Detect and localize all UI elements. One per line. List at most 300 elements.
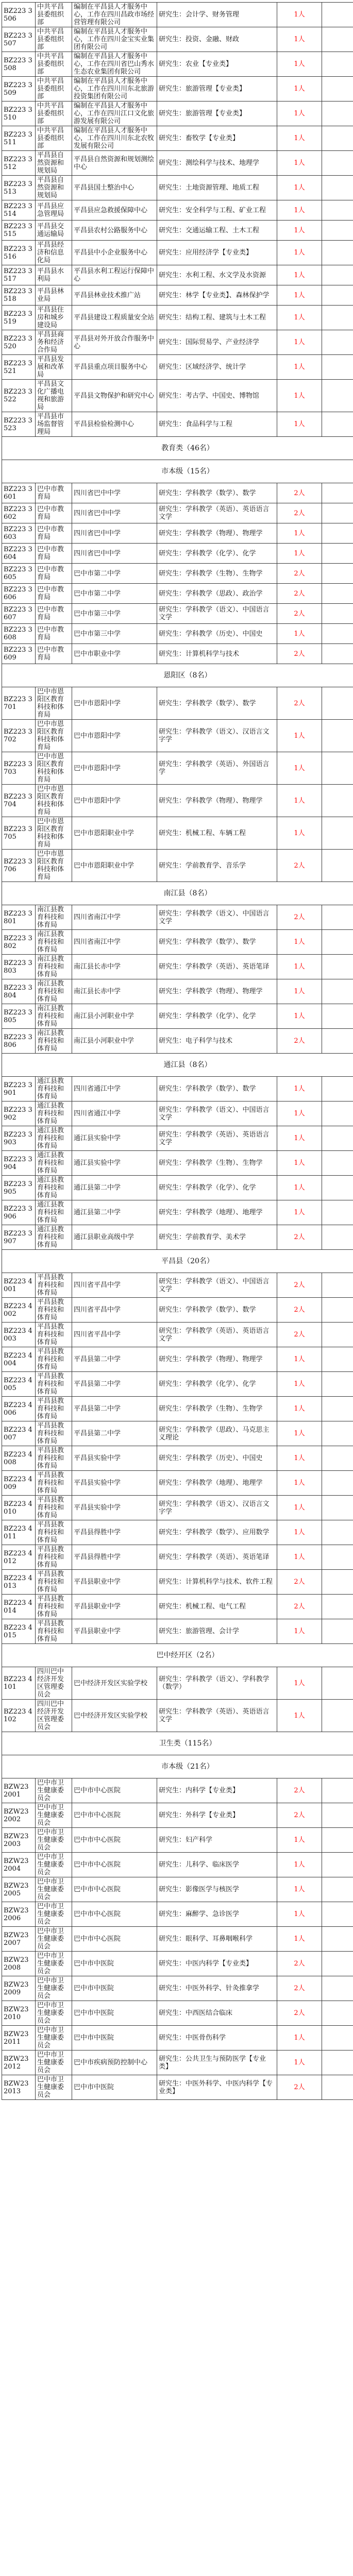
requirements-cell: 研究生：林学【专业类】、森林保护学 [157,285,277,306]
headcount-cell: 1人 [277,3,322,27]
position-code-cell: BZ223 3701 [2,687,36,720]
remarks-cell [322,412,353,437]
requirements-cell: 研究生：投资、金融、财政 [157,27,277,52]
employer-unit-cell: 通江县职业高级中学 [72,1225,157,1250]
table-row [2,1446,353,1471]
requirements-cell: 研究生：学科教学（语文）、中国语言文学 [157,604,277,624]
remarks-cell [322,1225,353,1250]
employer-unit-cell: 平昌县职业中学 [72,1595,157,1619]
remarks-cell [322,979,353,1004]
position-code-cell: BZ223 3704 [2,785,36,817]
requirements-cell: 研究生：学科教学（英语）、英语语言文学 [157,1323,277,1347]
remarks-cell [322,355,353,380]
remarks-cell [322,564,353,584]
requirements-cell: 研究生：食品科学与工程 [157,412,277,437]
remarks-cell [322,1952,353,1976]
requirements-cell: 研究生：安全科学与工程、矿业工程 [157,200,277,221]
requirements-cell: 研究生：学科教学（思政）、马克思主义理论 [157,1421,277,1446]
headcount-cell: 1人 [277,2050,322,2075]
headcount-cell: 1人 [277,77,322,101]
position-code-cell: BZ223 3512 [2,151,36,176]
remarks-cell [322,1471,353,1496]
department-cell: 中共平昌县委组织部 [36,27,72,52]
requirements-cell: 研究生：中医外科学、中医内科学【专业类】 [157,2075,277,2100]
headcount-cell: 2人 [277,2001,322,2026]
department-cell: 四川巴中经济开发区管理委员会 [36,1667,72,1700]
remarks-cell [322,1151,353,1176]
table-row [2,1619,353,1644]
position-code-cell: BZ223 3514 [2,200,36,221]
requirements-cell: 研究生：学科教学（地理）、地理学 [157,1200,277,1225]
table-row [2,850,353,882]
headcount-cell: 2人 [277,1570,322,1595]
position-code-cell: BZ223 3802 [2,930,36,955]
requirements-cell: 研究生：麻醉学、急诊医学 [157,1902,277,1927]
table-row [2,1176,353,1200]
remarks-cell [322,850,353,882]
requirements-cell: 研究生：学科教学（数学）、数学 [157,1077,277,1101]
position-code-cell: BZ223 4009 [2,1471,36,1496]
requirements-cell: 研究生：学科教学（化学）、化学 [157,1372,277,1397]
headcount-cell: 1人 [277,52,322,77]
table-row [2,221,353,241]
table-row [2,1298,353,1323]
position-code-cell: BZW23 2003 [2,1828,36,1853]
remarks-cell [322,27,353,52]
position-code-cell: BZ223 3609 [2,644,36,664]
table-row [2,624,353,644]
department-cell: 巴中市卫生健康委员会 [36,2050,72,2075]
position-code-cell: BZ223 3519 [2,306,36,330]
position-code-cell: BZ223 3607 [2,604,36,624]
headcount-cell: 1人 [277,1446,322,1471]
requirements-cell: 研究生：儿科学、临床医学 [157,1853,277,1877]
headcount-cell: 2人 [277,850,322,882]
employer-unit-cell: 平昌县实验中学 [72,1496,157,1520]
remarks-cell [322,1176,353,1200]
headcount-cell: 1人 [277,817,322,850]
department-cell: 中共平昌县委组织部 [36,77,72,101]
employer-unit-cell: 平昌县职业中学 [72,1570,157,1595]
headcount-cell: 1人 [277,380,322,412]
headcount-cell: 1人 [277,523,322,544]
employer-unit-cell: 巴中市中医院 [72,1952,157,1976]
headcount-cell: 1人 [277,1421,322,1446]
remarks-cell [322,1976,353,2001]
requirements-cell: 研究生：畜牧学【专业类】 [157,126,277,151]
headcount-cell: 1人 [277,1927,322,1952]
department-cell: 巴中市恩阳区教育科技和体育局 [36,785,72,817]
table-row [2,979,353,1004]
position-code-cell: BZ223 4011 [2,1520,36,1545]
position-code-cell: BZ223 4015 [2,1619,36,1644]
table-row [2,200,353,221]
remarks-cell [322,1421,353,1446]
department-cell: 平昌县教育科技和体育局 [36,1545,72,1570]
position-code-cell: BZ223 4002 [2,1298,36,1323]
remarks-cell [322,720,353,752]
requirements-cell: 研究生：学科教学（英语）、外国语言学 [157,752,277,785]
department-cell: 平昌县住房和城乡建设局 [36,306,72,330]
table-row [2,306,353,330]
headcount-cell: 1人 [277,306,322,330]
remarks-cell [322,1446,353,1471]
department-cell: 南江县教育科技和体育局 [36,930,72,955]
headcount-cell: 1人 [277,1101,322,1126]
table-row [2,1700,353,1732]
employer-unit-cell: 四川省南江中学 [72,930,157,955]
table-row [2,1225,353,1250]
remarks-cell [322,1619,353,1644]
requirements-cell: 研究生：机械工程、电气工程 [157,1595,277,1619]
position-code-cell: BZ223 3907 [2,1225,36,1250]
headcount-cell: 2人 [277,687,322,720]
remarks-cell [322,1323,353,1347]
department-cell: 中共平昌县委组织部 [36,101,72,126]
employer-unit-cell: 巴中市第三中学 [72,624,157,644]
section-heading-row [2,460,353,483]
position-code-cell: BZ223 3806 [2,1029,36,1054]
position-code-cell: BZ223 3901 [2,1077,36,1101]
table-row [2,176,353,200]
requirements-cell: 研究生：农业【专业类】 [157,52,277,77]
remarks-cell [322,905,353,930]
table-row [2,930,353,955]
section-heading-row [2,437,353,460]
section-heading-row [2,1732,353,1755]
department-cell: 平昌县市场监督管理局 [36,412,72,437]
section-heading: 南江县（8名） [2,882,353,905]
headcount-cell: 1人 [277,2026,322,2050]
department-cell: 巴中市卫生健康委员会 [36,1853,72,1877]
recruitment-table [2,2,353,2100]
table-row [2,1952,353,1976]
table-row [2,1323,353,1347]
position-code-cell: BZ223 3905 [2,1176,36,1200]
requirements-cell: 研究生：学科教学（生物）、生物学 [157,1151,277,1176]
table-row [2,1273,353,1298]
department-cell: 南江县教育科技和体育局 [36,979,72,1004]
remarks-cell [322,3,353,27]
headcount-cell: 2人 [277,2075,322,2100]
department-cell: 巴中市卫生健康委员会 [36,1902,72,1927]
employer-unit-cell: 平昌县第二中学 [72,1372,157,1397]
position-code-cell: BZ223 4013 [2,1570,36,1595]
remarks-cell [322,1004,353,1029]
remarks-cell [322,241,353,265]
employer-unit-cell: 巴中市中心医院 [72,1803,157,1828]
headcount-cell: 2人 [277,1323,322,1347]
employer-unit-cell: 通江县实验中学 [72,1126,157,1151]
remarks-cell [322,1520,353,1545]
remarks-cell [322,2026,353,2050]
headcount-cell: 1人 [277,1619,322,1644]
remarks-cell [322,624,353,644]
position-code-cell: BZW23 2009 [2,1976,36,2001]
remarks-cell [322,1778,353,1803]
requirements-cell: 研究生：学科教学（数学）、数学 [157,483,277,503]
position-code-cell: BZ223 4008 [2,1446,36,1471]
headcount-cell: 2人 [277,1803,322,1828]
department-cell: 平昌县交通运输局 [36,221,72,241]
position-code-cell: BZ223 4005 [2,1372,36,1397]
table-row [2,1595,353,1619]
headcount-cell: 2人 [277,564,322,584]
requirements-cell: 研究生：学科教学（语文）、中国语言文学 [157,1273,277,1298]
table-row [2,1828,353,1853]
headcount-cell: 1人 [277,1004,322,1029]
section-heading: 市本级（15名） [2,460,353,483]
employer-unit-cell: 平昌县建设工程质量安全站 [72,306,157,330]
employer-unit-cell: 平昌县自然资源和规划测绘中心 [72,151,157,176]
headcount-cell: 1人 [277,1347,322,1372]
headcount-cell: 1人 [277,1200,322,1225]
employer-unit-cell: 编制在平昌县人才服务中心，工作在四川江口文化旅游发展有限公司 [72,101,157,126]
department-cell: 巴中市卫生健康委员会 [36,1877,72,1902]
position-code-cell: BZW23 2012 [2,2050,36,2075]
headcount-cell: 1人 [277,1667,322,1700]
requirements-cell: 研究生：学科教学（语文）、中国语言文学 [157,1101,277,1126]
remarks-cell [322,1397,353,1421]
employer-unit-cell: 平昌县文物保护和研究中心 [72,380,157,412]
department-cell: 平昌县教育科技和体育局 [36,1595,72,1619]
remarks-cell [322,1101,353,1126]
remarks-cell [322,221,353,241]
requirements-cell: 研究生：交通运输工程、土木工程 [157,221,277,241]
remarks-cell [322,1372,353,1397]
table-row [2,687,353,720]
table-row [2,604,353,624]
headcount-cell: 1人 [277,1372,322,1397]
requirements-cell: 研究生：中医骨伤科学 [157,2026,277,2050]
headcount-cell: 2人 [277,1029,322,1054]
requirements-cell: 研究生：学科教学（化学）、化学 [157,1176,277,1200]
table-row [2,523,353,544]
requirements-cell: 研究生：学科教学（物理）、物理学 [157,979,277,1004]
department-cell: 平昌县商务和经济合作局 [36,330,72,355]
headcount-cell: 1人 [277,355,322,380]
table-row [2,503,353,523]
department-cell: 巴中市教育局 [36,523,72,544]
department-cell: 通江县教育科技和体育局 [36,1225,72,1250]
headcount-cell: 1人 [277,1700,322,1732]
section-heading-row [2,1755,353,1778]
headcount-cell: 1人 [277,412,322,437]
table-row [2,3,353,27]
headcount-cell: 1人 [277,979,322,1004]
department-cell: 平昌县教育科技和体育局 [36,1372,72,1397]
department-cell: 巴中市卫生健康委员会 [36,1976,72,2001]
headcount-cell: 1人 [277,1471,322,1496]
headcount-cell: 1人 [277,221,322,241]
headcount-cell: 2人 [277,1595,322,1619]
table-row [2,1778,353,1803]
requirements-cell: 研究生：学科教学（化学）、化学 [157,544,277,564]
position-code-cell: BZW23 2010 [2,2001,36,2026]
remarks-cell [322,265,353,285]
headcount-cell: 1人 [277,785,322,817]
table-row [2,1151,353,1176]
section-heading: 教育类（46名） [2,437,353,460]
requirements-cell: 研究生：内科学【专业类】 [157,1778,277,1803]
department-cell: 平昌县教育科技和体育局 [36,1397,72,1421]
department-cell: 通江县教育科技和体育局 [36,1101,72,1126]
table-row [2,1077,353,1101]
requirements-cell: 研究生：学科教学（数学）、数学 [157,1298,277,1323]
employer-unit-cell: 巴中市中心医院 [72,1828,157,1853]
remarks-cell [322,2001,353,2026]
employer-unit-cell: 南江县长赤中学 [72,979,157,1004]
position-code-cell: BZ223 4012 [2,1545,36,1570]
requirements-cell: 研究生：学科教学（数学）、数学 [157,687,277,720]
table-row [2,1927,353,1952]
remarks-cell [322,77,353,101]
remarks-cell [322,817,353,850]
department-cell: 通江县教育科技和体育局 [36,1151,72,1176]
table-row [2,151,353,176]
position-code-cell: BZ223 3604 [2,544,36,564]
remarks-cell [322,2050,353,2075]
department-cell: 巴中市卫生健康委员会 [36,2001,72,2026]
requirements-cell: 研究生：外科学【专业类】 [157,1803,277,1828]
employer-unit-cell: 编制在平昌县人才服务中心，工作在四川川东北旅游投资集团有限公司 [72,77,157,101]
position-code-cell: BZ223 3902 [2,1101,36,1126]
department-cell: 巴中市教育局 [36,564,72,584]
department-cell: 平昌县林业局 [36,285,72,306]
requirements-cell: 研究生：考古学、中国史、博物馆 [157,380,277,412]
table-row [2,412,353,437]
employer-unit-cell: 编制在平昌县人才服务中心，工作在四川川东北农牧发展有限公司 [72,126,157,151]
employer-unit-cell: 平昌县得胜中学 [72,1520,157,1545]
table-row [2,1101,353,1126]
table-row [2,52,353,77]
department-cell: 平昌县教育科技和体育局 [36,1570,72,1595]
department-cell: 巴中市卫生健康委员会 [36,1803,72,1828]
table-row [2,1004,353,1029]
position-code-cell: BZW23 2006 [2,1902,36,1927]
remarks-cell [322,1902,353,1927]
department-cell: 平昌县教育科技和体育局 [36,1446,72,1471]
remarks-cell [322,330,353,355]
department-cell: 平昌县教育科技和体育局 [36,1323,72,1347]
requirements-cell: 研究生：学科教学（地理）、地理学 [157,1471,277,1496]
headcount-cell: 2人 [277,483,322,503]
employer-unit-cell: 平昌县林业技术推广站 [72,285,157,306]
section-heading-row [2,1644,353,1667]
department-cell: 巴中市恩阳区教育科技和体育局 [36,850,72,882]
employer-unit-cell: 四川省通江中学 [72,1077,157,1101]
employer-unit-cell: 巴中市中心医院 [72,1927,157,1952]
department-cell: 巴中市教育局 [36,483,72,503]
section-heading: 市本级（21名） [2,1755,353,1778]
department-cell: 通江县教育科技和体育局 [36,1077,72,1101]
headcount-cell: 1人 [277,265,322,285]
headcount-cell: 1人 [277,27,322,52]
section-heading: 恩阳区（8名） [2,664,353,687]
headcount-cell: 1人 [277,176,322,200]
headcount-cell: 2人 [277,644,322,664]
requirements-cell: 研究生：学科教学（物理）、物理学 [157,785,277,817]
employer-unit-cell: 四川省巴中中学 [72,523,157,544]
table-row [2,544,353,564]
department-cell: 平昌县应急管理局 [36,200,72,221]
remarks-cell [322,176,353,200]
table-row [2,1803,353,1828]
remarks-cell [322,306,353,330]
requirements-cell: 研究生：公共卫生与预防医学【专业类】 [157,2050,277,2075]
requirements-cell: 研究生：学科教学（语文）、学科教学（数学） [157,1667,277,1700]
employer-unit-cell: 四川省巴中中学 [72,503,157,523]
table-row [2,1471,353,1496]
headcount-cell: 1人 [277,151,322,176]
headcount-cell: 1人 [277,285,322,306]
headcount-cell: 2人 [277,905,322,930]
remarks-cell [322,1347,353,1372]
headcount-cell: 1人 [277,1397,322,1421]
headcount-cell: 1人 [277,544,322,564]
remarks-cell [322,955,353,979]
employer-unit-cell: 通江县第二中学 [72,1176,157,1200]
position-code-cell: BZ223 3517 [2,265,36,285]
position-code-cell: BZ223 3903 [2,1126,36,1151]
department-cell: 巴中市恩阳区教育科技和体育局 [36,720,72,752]
headcount-cell: 1人 [277,955,322,979]
requirements-cell: 研究生：学科教学（语文）、汉语言文字学 [157,1496,277,1520]
position-code-cell: BZ223 3520 [2,330,36,355]
table-row [2,785,353,817]
requirements-cell: 研究生：学科教学（英语）、英语语言文学 [157,503,277,523]
requirements-cell: 研究生：国际贸易学、产业经济学 [157,330,277,355]
employer-unit-cell: 平昌县第二中学 [72,1397,157,1421]
remarks-cell [322,1298,353,1323]
section-heading: 巴中经开区（2名） [2,1644,353,1667]
headcount-cell: 2人 [277,503,322,523]
department-cell: 通江县教育科技和体育局 [36,1126,72,1151]
employer-unit-cell: 四川省平昌中学 [72,1323,157,1347]
employer-unit-cell: 巴中市恩阳职业中学 [72,850,157,882]
employer-unit-cell: 四川省平昌中学 [72,1273,157,1298]
employer-unit-cell: 编制在平昌县人才服务中心，工作在四川省巴山秀水生态农业集团有限公司 [72,52,157,77]
table-row [2,77,353,101]
department-cell: 巴中市恩阳区教育科技和体育局 [36,752,72,785]
employer-unit-cell: 巴中市第二中学 [72,564,157,584]
employer-unit-cell: 南江县小河职业中学 [72,1029,157,1054]
requirements-cell: 研究生：妇产科学 [157,1828,277,1853]
remarks-cell [322,604,353,624]
position-code-cell: BZ223 3518 [2,285,36,306]
department-cell: 通江县教育科技和体育局 [36,1200,72,1225]
employer-unit-cell: 平昌县第二中学 [72,1421,157,1446]
position-code-cell: BZ223 4004 [2,1347,36,1372]
department-cell: 巴中市卫生健康委员会 [36,1952,72,1976]
employer-unit-cell: 平昌县实验中学 [72,1446,157,1471]
requirements-cell: 研究生：学科教学（生物）、生物学 [157,1397,277,1421]
employer-unit-cell: 巴中市中心医院 [72,1902,157,1927]
headcount-cell: 1人 [277,126,322,151]
employer-unit-cell: 巴中市恩阳中学 [72,752,157,785]
position-code-cell: BZ223 3515 [2,221,36,241]
remarks-cell [322,1570,353,1595]
requirements-cell: 研究生：学科教学（物理）、物理学 [157,1347,277,1372]
department-cell: 平昌县文化广播电视和旅游局 [36,380,72,412]
department-cell: 平昌县教育科技和体育局 [36,1520,72,1545]
department-cell: 巴中市教育局 [36,604,72,624]
remarks-cell [322,687,353,720]
department-cell: 巴中市卫生健康委员会 [36,1828,72,1853]
employer-unit-cell: 巴中市中心医院 [72,1877,157,1902]
requirements-cell: 研究生：学科教学（物理）、物理学 [157,523,277,544]
position-code-cell: BZW23 2007 [2,1927,36,1952]
